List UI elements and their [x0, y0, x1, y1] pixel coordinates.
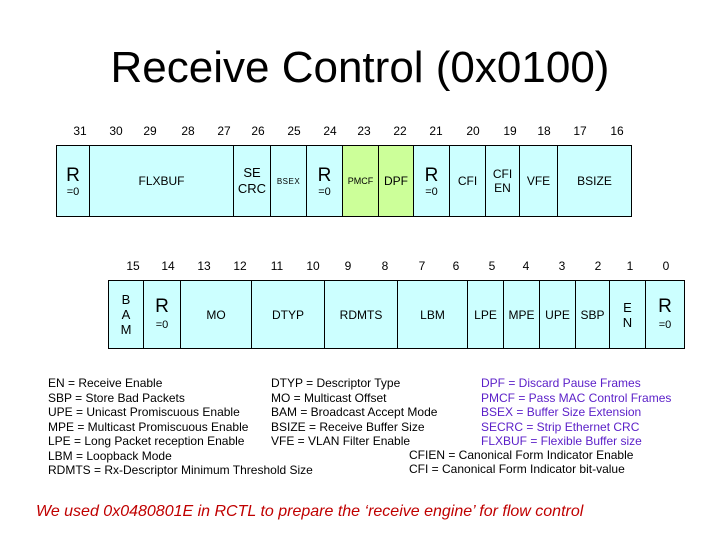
- field-label: VFE: [526, 174, 551, 188]
- legend-entry: UPE = Unicast Promiscuous Enable: [48, 405, 240, 419]
- field-label: DPF: [384, 174, 408, 188]
- reserved-letter: R: [658, 296, 672, 317]
- legend-entry: EN = Receive Enable: [48, 376, 163, 390]
- legend-entry: SECRC = Strip Ethernet CRC: [481, 419, 640, 434]
- bit-number: 6: [452, 259, 460, 273]
- field-label: N: [622, 314, 633, 330]
- legend-entry: LBM = Loopback Mode: [48, 448, 172, 463]
- field-label: B: [121, 292, 131, 307]
- bit-number: 26: [251, 124, 265, 138]
- bit-number: 2: [594, 259, 602, 273]
- field-lpe: [468, 281, 504, 348]
- field-bsize: [558, 146, 631, 216]
- bit-number: 28: [181, 124, 195, 138]
- bit-number: 3: [558, 259, 566, 273]
- field-vfe: [520, 146, 558, 216]
- bit-number: 29: [143, 124, 157, 138]
- bit-number: 25: [287, 124, 301, 138]
- field-label: LPE: [474, 307, 497, 322]
- field-reserved-21: [414, 146, 450, 216]
- field-bsex: [271, 146, 307, 216]
- field-dtyp: [252, 281, 325, 348]
- legend-entry: DTYP = Descriptor Type: [271, 376, 401, 390]
- field-label: E: [623, 299, 632, 315]
- field-label: FLXBUF: [138, 174, 185, 188]
- field-secrc: [234, 146, 271, 216]
- page-title: Receive Control (0x0100): [110, 43, 610, 92]
- bit-number: 11: [270, 259, 284, 273]
- field-label: BSIZE: [577, 174, 612, 188]
- bit-number: 17: [573, 124, 587, 138]
- reserved-letter: R: [155, 296, 169, 317]
- field-label: A: [121, 307, 131, 322]
- reserved-value: =0: [66, 186, 80, 198]
- bit-number: 14: [161, 259, 175, 273]
- reserved-value: =0: [425, 186, 438, 198]
- field-bam: [109, 281, 144, 348]
- legend-entry: RDMTS = Rx-Descriptor Minimum Threshold Size: [48, 463, 313, 477]
- legend-entry: FLXBUF = Flexible Buffer size: [481, 434, 642, 448]
- reserved-letter: R: [66, 165, 80, 186]
- legend-entry: BSIZE = Receive Buffer Size: [271, 419, 425, 434]
- bit-number: 0: [662, 259, 670, 273]
- reserved-value: =0: [318, 186, 331, 198]
- bit-number: 23: [357, 124, 371, 138]
- legend-entry-cfien: CFIEN = Canonical Form Indicator Enable: [409, 448, 634, 462]
- field-label: CFI: [492, 167, 513, 181]
- field-mo: [181, 281, 252, 348]
- field-label: EN: [494, 181, 511, 195]
- reserved-value: =0: [155, 319, 169, 331]
- field-label: CFI: [457, 174, 478, 188]
- field-mpe: [504, 281, 540, 348]
- field-cfien: [486, 146, 520, 216]
- field-dpf: [379, 146, 414, 216]
- field-pmcf: [343, 146, 379, 216]
- field-reserved-14: [144, 281, 181, 348]
- legend-entry: BAM = Broadcast Accept Mode: [271, 405, 438, 419]
- field-label: LBM: [420, 307, 445, 322]
- field-label: MPE: [508, 307, 535, 322]
- bit-number: 9: [344, 259, 352, 273]
- bit-number: 19: [503, 124, 517, 138]
- field-upe: [540, 281, 576, 348]
- field-label: CRC: [237, 181, 267, 196]
- bit-number: 12: [233, 259, 247, 273]
- bit-number: 16: [610, 124, 624, 138]
- field-label: SE: [243, 165, 261, 180]
- field-lbm: [398, 281, 468, 348]
- bit-number: 27: [217, 124, 231, 138]
- bit-number: 1: [626, 259, 634, 273]
- reserved-letter: R: [424, 165, 439, 186]
- bit-number: 20: [466, 124, 480, 138]
- legend-column-3: [481, 376, 671, 449]
- field-label: MO: [206, 307, 226, 322]
- field-label: UPE: [545, 307, 570, 322]
- bit-number: 24: [323, 124, 337, 138]
- bit-number: 8: [381, 259, 389, 273]
- field-reserved-31: [57, 146, 90, 216]
- bit-number: 7: [418, 259, 426, 273]
- bit-number: 15: [126, 259, 140, 273]
- legend-entry: MO = Multicast Offset: [271, 390, 387, 405]
- bit-number: 31: [73, 124, 87, 138]
- legend-entry-cfi: CFI = Canonical Form Indicator bit-value: [409, 462, 625, 476]
- field-rdmts: [325, 281, 398, 348]
- legend-entry: MPE = Multicast Promiscuous Enable: [48, 419, 249, 434]
- register-row-lower: [108, 280, 685, 349]
- bit-number: 30: [109, 124, 123, 138]
- legend-entry: LPE = Long Packet reception Enable: [48, 434, 245, 448]
- legend-entry: PMCF = Pass MAC Control Frames: [481, 390, 672, 405]
- field-label: SBP: [580, 307, 605, 322]
- field-cfi: [450, 146, 486, 216]
- legend-column-2: [271, 376, 437, 449]
- bit-number: 10: [306, 259, 320, 273]
- bit-number: 5: [488, 259, 496, 273]
- register-row-upper: [56, 145, 632, 217]
- field-sbp: [576, 281, 610, 348]
- reserved-value: =0: [658, 319, 672, 331]
- field-label: PMCF: [347, 176, 374, 186]
- reserved-letter: R: [317, 165, 332, 186]
- field-label: RDMTS: [339, 307, 383, 322]
- bit-number: 21: [429, 124, 443, 138]
- bit-number: 13: [197, 259, 211, 273]
- bit-number: 4: [522, 259, 530, 273]
- legend-entry: VFE = VLAN Filter Enable: [271, 434, 411, 448]
- bit-number: 18: [537, 124, 551, 138]
- field-en: [610, 281, 646, 348]
- legend-entry: SBP = Store Bad Packets: [48, 390, 185, 405]
- legend-entry: DPF = Discard Pause Frames: [481, 376, 641, 390]
- footer-note: We used 0x0480801E in RCTL to prepare the ‘receive engine’ for flow control: [36, 503, 584, 520]
- field-label: M: [120, 322, 132, 337]
- bit-number: 22: [393, 124, 407, 138]
- field-reserved-24: [307, 146, 343, 216]
- field-flxbuf: [90, 146, 234, 216]
- field-label: DTYP: [271, 307, 304, 322]
- field-label: BSEX: [276, 176, 301, 186]
- field-reserved-0: [646, 281, 684, 348]
- legend-entry: BSEX = Buffer Size Extension: [481, 405, 642, 419]
